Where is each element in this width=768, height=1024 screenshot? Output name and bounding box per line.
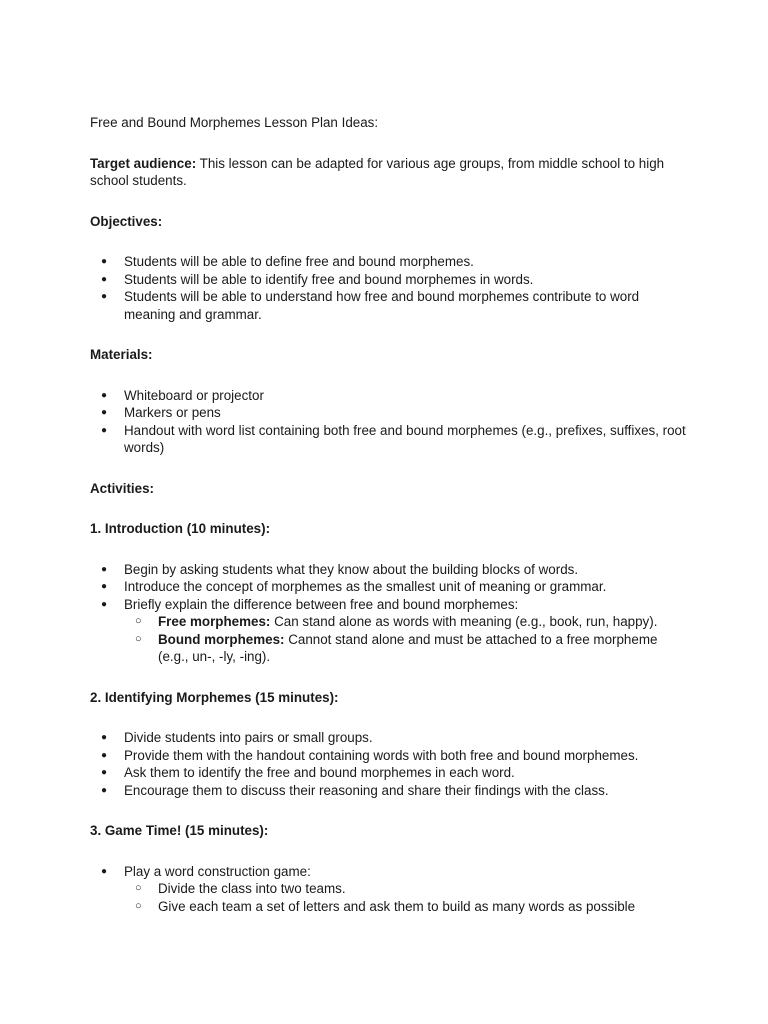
document-title: Free and Bound Morphemes Lesson Plan Ideas:: [90, 115, 379, 130]
list-item: ● Students will be able to understand how free and bound morphemes contribute to word meaning and grammar.: [90, 288, 690, 323]
game-steps-sublist: [124, 880, 690, 915]
free-morphemes-text: Can stand alone as words with meaning (e.g., book, run, happy).: [270, 614, 658, 629]
introduction-list: [90, 561, 690, 666]
document-page: [90, 114, 690, 938]
free-morphemes-label: Free morphemes:: [158, 614, 271, 629]
list-item: ● Ask them to identify the free and bound morphemes in each word.: [90, 764, 690, 782]
list-item: ● Encourage them to discuss their reasoning and share their findings with the class.: [90, 782, 690, 800]
list-item: ● Begin by asking students what they know about the building blocks of words.: [90, 561, 690, 579]
list-item: ● Handout with word list containing both free and bound morphemes (e.g., prefixes, suffixes, root words): [90, 422, 690, 457]
list-item: [90, 596, 690, 666]
identifying-morphemes-heading: 2. Identifying Morphemes (15 minutes):: [90, 689, 339, 705]
list-item-text: Play a word construction game:: [124, 863, 311, 879]
list-item: ● Markers or pens: [90, 404, 690, 422]
sublist-item: ○ Give each team a set of letters and ask them to build as many words as possible: [124, 898, 690, 916]
list-item: ● Students will be able to define free and bound morphemes.: [90, 253, 690, 271]
morpheme-types-sublist: [124, 613, 690, 666]
objectives-heading: Objectives:: [90, 213, 163, 229]
list-item-text: Briefly explain the difference between free and bound morphemes:: [124, 596, 519, 612]
list-item: ● Introduce the concept of morphemes as the smallest unit of meaning or grammar.: [90, 578, 690, 596]
target-audience-paragraph: [90, 155, 690, 190]
list-item: ● Provide them with the handout containing words with both free and bound morphemes.: [90, 747, 690, 765]
bound-morphemes-text: Cannot stand alone and must be attached to a free morpheme (e.g., un-, -ly, -ing).: [158, 631, 658, 664]
list-item: [90, 863, 690, 916]
materials-list: [90, 387, 690, 457]
list-item: ● Divide students into pairs or small groups.: [90, 729, 690, 747]
objectives-list: [90, 253, 690, 323]
sublist-item-bound-morphemes: [124, 631, 690, 666]
materials-heading: Materials:: [90, 347, 153, 362]
sublist-item-free-morphemes: [124, 613, 690, 631]
bound-morphemes-label: Bound morphemes:: [158, 631, 285, 647]
list-item: ● Whiteboard or projector: [90, 387, 690, 405]
list-item: ● Students will be able to identify free and bound morphemes in words.: [90, 271, 690, 289]
identifying-morphemes-list: [90, 729, 690, 799]
target-audience-label: Target audience:: [90, 155, 197, 171]
activities-heading: Activities:: [90, 480, 154, 496]
sublist-item: ○ Divide the class into two teams.: [124, 880, 690, 898]
target-audience-text: This lesson can be adapted for various age groups, from middle school to high school students.: [90, 155, 665, 188]
game-time-heading: 3. Game Time! (15 minutes):: [90, 823, 269, 838]
introduction-heading: 1. Introduction (10 minutes):: [90, 521, 271, 536]
game-time-list: [90, 863, 690, 916]
